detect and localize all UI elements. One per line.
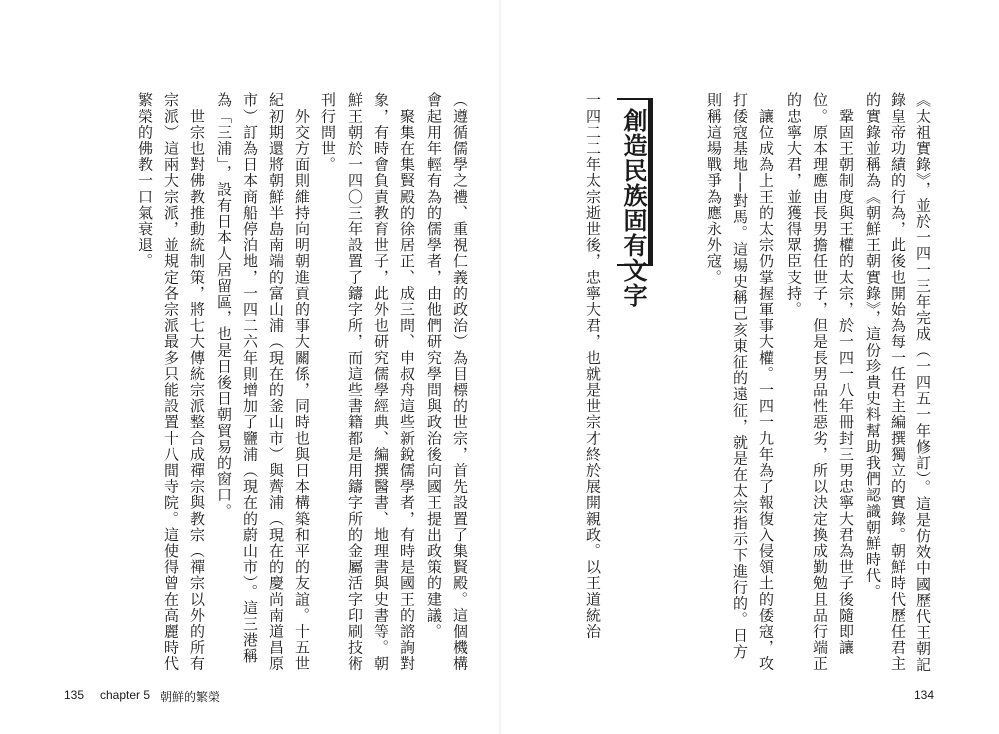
left-page-column: 會起用年輕有為的儒學者，由他們研究學問與政治後向國王提出政策的建議。 — [425, 92, 443, 640]
book-gutter — [498, 0, 502, 734]
right-page-column: 的實錄並稱為《朝鮮王朝實錄》，這份珍貴史料幫助我們認識朝鮮時代。 — [864, 92, 882, 600]
left-page-column: （遵循儒學之禮、重視仁義的政治）為目標的世宗，首先設置了集賢殿。這個機構 — [451, 92, 469, 672]
left-page-column: 市）訂為日本商船停泊地，一四二六年則增加了鹽浦（現在的蔚山市）。這三港稱 — [241, 92, 259, 665]
right-page-number: 134 — [914, 688, 935, 702]
right-page-column: 打倭寇基地──對馬。這場史稱己亥東征的遠征，就是在太宗指示下進行的。日方 — [731, 92, 749, 660]
right-page-column: 一四二二年太宗逝世後，忠寧大君，也就是世宗才終於展開親政。以王道統治 — [584, 92, 602, 640]
right-page-column: 鞏固王朝制度與王權的太宗，於一四一八年冊封三男忠寧大君為世子後隨即讓 — [837, 92, 855, 656]
right-page-column: 讓位成為上王的太宗仍掌握軍事大權。一四一九年為了報復入侵領土的倭寇，攻 — [757, 92, 775, 672]
chapter-label: chapter 5 — [100, 688, 151, 702]
left-page-column: 宗派）這兩大宗派，並規定各宗派最多只能設置十八間寺院。這使得曾在高麗時代 — [162, 92, 180, 672]
left-page-column: 鮮王朝於一四〇三年設置了鑄字所，而這些書籍都是用鑄字所的金屬活字印刷技術 — [346, 92, 364, 672]
right-page-column: 位。原本理應由長男擔任世子，但是長男品性惡劣，所以決定換成勤勉且品行端正 — [811, 92, 829, 672]
left-page-column: 聚集在集賢殿的徐居正、成三問、申叔舟這些新銳儒學者，有時是國王的諮詢對 — [398, 92, 416, 672]
left-page-column: 紀初期還將朝鮮半島南端的富山浦（現在的釜山市）與薺浦（現在的慶尚南道昌原 — [267, 92, 285, 672]
left-page-column: 刊行問世。 — [319, 92, 337, 173]
right-page-column: 則稱這場戰爭為應永外寇。 — [705, 92, 723, 286]
right-page-column: 《太祖實錄》，並於一四一三年完成（一四五一年修訂）。這是仿效中國歷代王朝記 — [914, 92, 932, 673]
right-page-column: 的忠寧大君，並獲得眾臣支持。 — [785, 92, 803, 318]
right-page-column: 錄皇帝功績的行為，此後也開始為每一任君主編撰獨立的實錄。朝鮮時代歷任君主 — [889, 92, 907, 672]
left-page-column: 為「三浦」，設有日本人居留區，也是日後日朝貿易的窗口。 — [215, 92, 233, 520]
section-heading: 創造民族固有文字 — [619, 108, 647, 308]
left-page-column: 外交方面則維持向明朝進貢的事大關係，同時也與日本構築和平的友誼。十五世 — [293, 92, 311, 672]
left-page-column: 繁榮的佛教一口氣衰退。 — [136, 92, 154, 270]
chapter-title: 朝鮮的繁榮 — [160, 690, 221, 704]
section-heading-bar — [648, 98, 653, 266]
left-page-column: 象，有時會負責教育世子，此外也研究儒學經典、編撰醫書、地理書與史書等。朝 — [372, 92, 390, 672]
left-page-number: 135 — [64, 688, 85, 702]
left-page-column: 世宗也對佛教推動統制策，將七大傳統宗派整合成禪宗與教宗（禪宗以外的所有 — [188, 92, 206, 672]
